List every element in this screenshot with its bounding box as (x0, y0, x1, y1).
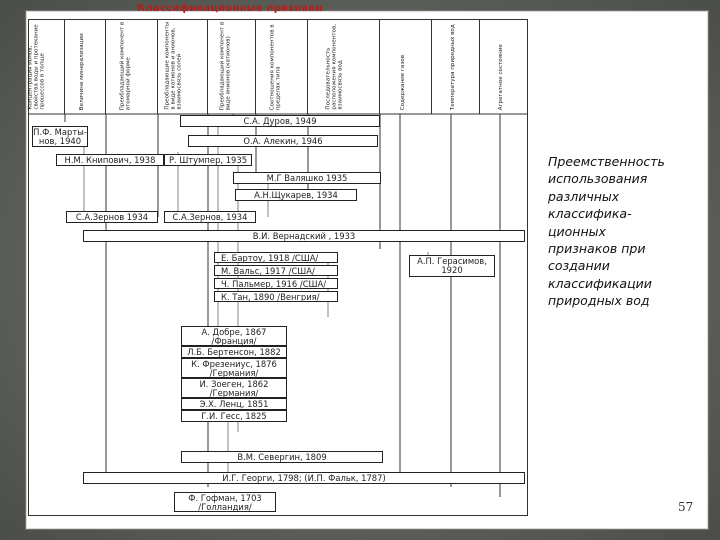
side-line-9: природных вод (548, 293, 650, 309)
box-valyashko: М.Г Валяшко 1935 (233, 172, 381, 184)
box-lenz: Э.Х. Ленц, 1851 (181, 398, 287, 410)
box-tan: К. Тан, 1890 /Венгрия/ (214, 291, 338, 302)
side-line-4: классифика- (548, 206, 632, 222)
box-vals: М. Вальс, 1917 /США/ (214, 265, 338, 276)
box-gerasimov: А.П. Герасимов, 1920 (409, 255, 495, 277)
header-cell-9: Температура природных вод (432, 19, 480, 114)
header-cell-4: Преобладающие компоненты в виде катионов и анионов, взаимосвязь солей (158, 19, 208, 114)
box-martynov: П.Ф. Марты- нов, 1940 (33, 127, 87, 146)
side-caption (548, 153, 713, 310)
side-line-3: различных (548, 188, 620, 204)
side-line-5: ционных (548, 223, 606, 239)
box-zernov-right: С.А.Зернов, 1934 (164, 211, 256, 223)
box-zoegen: И. Зоеген, 1862 /Германия/ (181, 378, 287, 398)
header-cell-1: Концентрация ионов, свойства воды и протекание процессов в толще (28, 19, 65, 114)
box-durov: С.А. Дуров, 1949 (180, 115, 380, 127)
box-vernadsky: В.И. Вернадский , 1933 (83, 230, 525, 242)
header-cell-6: Соотношения компонентов в пределах типа (256, 19, 308, 114)
side-line-2: использования (548, 171, 648, 187)
side-line-8: классификации (548, 275, 652, 291)
box-alekin: О.А. Алекин, 1946 (188, 135, 378, 147)
box-bertenson: Л.Б. Бертенсон, 1882 (181, 346, 287, 358)
box-shtumper: Р. Штумпер, 1935 (164, 154, 252, 166)
header-cell-8: Содержание газов (380, 19, 432, 114)
header-cell-10: Агрегатное состояние (497, 43, 504, 110)
box-gofman: Ф. Гофман, 1703 /Голландия/ (174, 492, 276, 512)
top-heading: Классификационные признаки (137, 3, 323, 14)
box-knipovich: Н.М. Книпович, 1938 (56, 154, 164, 166)
box-georgi: И.Г. Георги, 1798; (И.П. Фальк, 1787) (83, 472, 525, 484)
header-cell-3: Преобладающий компонент в атомарной форме (106, 19, 158, 114)
box-bartou: Е. Бартоу, 1918 /США/ (214, 252, 338, 263)
page-number: 57 (678, 500, 694, 514)
classification-diagram (28, 17, 528, 517)
box-dobre: А. Добре, 1867 /Франция/ (181, 326, 287, 346)
header-cell-7: Последовательность расположения компонентов, взаимосвязь вод (308, 19, 380, 114)
box-shchukarev: А.Н.Щукарев, 1934 (235, 189, 357, 201)
side-line-6: признаков при (548, 241, 646, 257)
header-cell-2: Величина минерализации (65, 19, 106, 114)
header-cell-5: Преобладающий компонент в виде анионов (катионов) (208, 19, 256, 114)
side-line-1: Преемственность (548, 154, 665, 169)
box-frezenius: К. Фрезениус, 1876 /Германия/ (181, 358, 287, 378)
box-gess: Г.И. Гесс, 1825 (181, 410, 287, 422)
box-zernov-left: С.А.Зернов 1934 (66, 211, 158, 223)
box-severgin: В.М. Севергин, 1809 (181, 451, 383, 463)
box-palmer: Ч. Пальмер, 1916 /США/ (214, 278, 338, 289)
side-line-7: создании (548, 258, 610, 274)
